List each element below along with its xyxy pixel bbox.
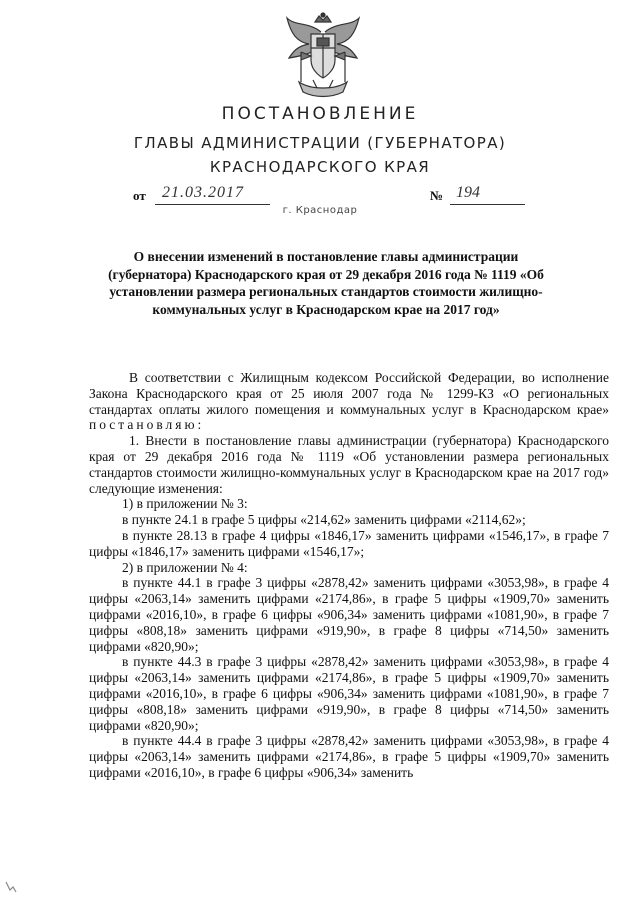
- document-title: О внесении изменений в постановление главы администрации (губернатора) Краснодарского края от 29 декабря 2016 года № 1119 «Об установлении размера региональных стандартов стоимости жилищно-коммунальных услуг в Краснодарском крае на 2017 год»: [108, 249, 544, 317]
- number-prefix: №: [430, 188, 444, 203]
- resolve-word: постановляю:: [89, 417, 205, 433]
- sub-item-2-c: в пункте 44.4 в графе 3 цифры «2878,42» заменить цифрами «3053,98», в графе 4 цифры «2063,14» заменить цифрами «2174,86», в графе 5 цифры «1909,70» заменить цифрами «2016,10», в графе 6 цифры «906,34» заменить: [89, 733, 609, 780]
- sub-item-2: 2) в приложении № 4:: [122, 559, 248, 575]
- issuer-heading-line1: ГЛАВЫ АДМИНИСТРАЦИИ (ГУБЕРНАТОРА): [133, 134, 507, 152]
- document-date: 21.03.2017: [162, 184, 244, 201]
- sub-item-1: 1) в приложении № 3:: [122, 496, 248, 512]
- document-number: 194: [456, 184, 480, 201]
- date-prefix: от: [133, 188, 146, 203]
- sub-item-2-b: в пункте 44.3 в графе 3 цифры «2878,42» заменить цифрами «3053,98», в графе 4 цифры «2063,14» заменить цифрами «2174,86», в графе 5 цифры «1909,70» заменить цифрами «2016,10», в графе 6 цифры «906,34» заменить цифрами «1081,90», в графе 7 цифры «808,18» заменить цифрами «919,90», в графе 8 цифры «714,50» заменить цифрами «820,90»;: [89, 654, 609, 733]
- sub-item-1-b: в пункте 28.13 в графе 4 цифры «1846,17» заменить цифрами «1546,17», в графе 7 цифры «1846,17» заменить цифрами «1546,17»;: [89, 527, 609, 559]
- city-label: г. Краснодар: [282, 205, 358, 216]
- item-1-paragraph: 1. Внести в постановление главы администрации (губернатора) Краснодарского края от 29 декабря 2016 года № 1119 «Об установлении размера региональных стандартов стоимости жилищно-коммунальных услуг в Краснодарском крае на 2017 год» следующие изменения:: [89, 433, 609, 496]
- sub-item-1-a: в пункте 24.1 в графе 5 цифры «214,62» заменить цифрами «2114,62»;: [122, 512, 526, 528]
- issuer-heading-line2: КРАСНОДАРСКОГО КРАЯ: [209, 158, 431, 176]
- sub-item-2-a: в пункте 44.1 в графе 3 цифры «2878,42» заменить цифрами «3053,98», в графе 4 цифры «2063,14» заменить цифрами «2174,86», в графе 5 цифры «1909,70» заменить цифрами «2016,10», в графе 6 цифры «906,34» заменить цифрами «1081,90», в графе 7 цифры «808,18» заменить цифрами «919,90», в графе 8 цифры «714,50» заменить цифрами «820,90»;: [89, 575, 609, 654]
- document-body: [89, 370, 609, 781]
- intro-paragraph: [89, 370, 609, 433]
- corner-scan-mark-icon: [4, 880, 18, 894]
- document-type-heading: ПОСТАНОВЛЕНИЕ: [221, 104, 419, 124]
- coat-of-arms-emblem: [283, 12, 363, 98]
- intro-text: В соответствии с Жилищным кодексом Российской Федерации, во исполнение Закона Краснодарского края от 25 июля 2007 года № 1299-КЗ «О региональных стандартах оплаты жилого помещения и коммунальных услуг в Краснодарском крае»: [89, 370, 609, 417]
